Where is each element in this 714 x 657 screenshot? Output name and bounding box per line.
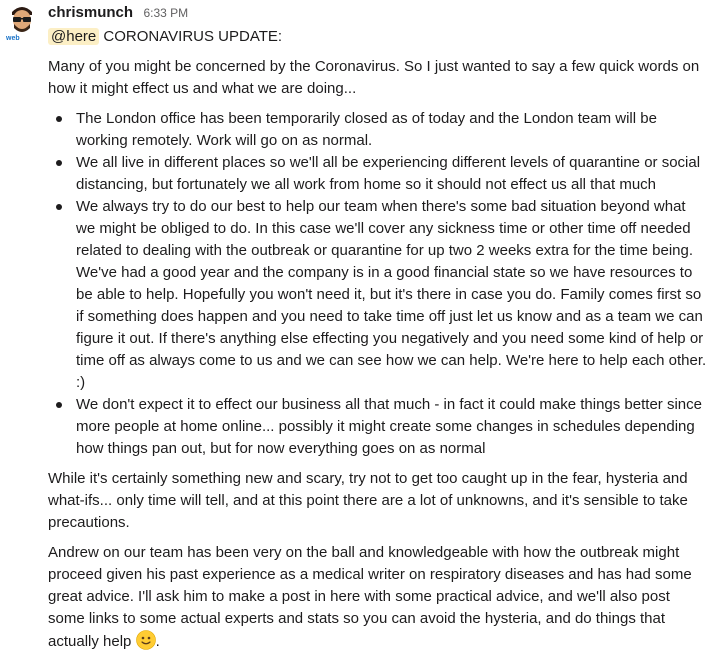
paragraph-3-end: .	[155, 633, 160, 650]
bullet-list	[48, 108, 708, 460]
here-mention[interactable]: @here	[48, 28, 99, 45]
avatar-face-icon	[4, 2, 40, 38]
list-item: The London office has been temporarily closed as of today and the London team will be working remotely. Work will go on as normal.	[76, 108, 708, 152]
paragraph-3	[48, 542, 708, 653]
intro-paragraph: Many of you might be concerned by the Coronavirus. So I just wanted to say a few quick words on how it might effect us and what we are doing...	[48, 58, 700, 97]
paragraph-2: While it's certainly something new and scary, try not to get too caught up in the fear, hysteria and what-ifs... only time will tell, and at this point there are a lot of unknowns, and it's sensible to take precautions.	[48, 470, 688, 531]
avatar-badge: web	[6, 35, 20, 42]
message-body	[48, 26, 708, 653]
list-item: We all live in different places so we'll all be experiencing different levels of quarantine or social distancing, but fortunately we all work from home so it should not effect us all that much	[76, 152, 708, 196]
avatar[interactable]	[4, 2, 40, 42]
slightly-smiling-face-icon	[136, 630, 156, 650]
paragraph-3-text: Andrew on our team has been very on the ball and knowledgeable with how the outbreak might proceed given his past experience as a medical writer on respiratory diseases and has had some great advice. I'll ask him to make a post in here with some practical advice, and we'll also post some links to some actual experts and stats so you can avoid the hysteria, and do things that actually help	[48, 544, 692, 650]
sender-name[interactable]: chrismunch	[48, 4, 134, 21]
message-header	[48, 4, 188, 24]
list-item: We don't expect it to effect our business all that much - in fact it could make things better since more people at home online... possibly it might create some changes in schedules depending how things pan out, but for now everything goes on as normal	[76, 394, 708, 460]
list-item: We always try to do our best to help our team when there's some bad situation beyond what we might be obliged to do. In this case we'll cover any sickness time or other time off needed related to dealing with the outbreak or quarantine for up two 2 weeks extra for the time being. We've had a good year and the company is in a good financial state so we have resources to be able to help. Hopefully you won't need it, but it's there in case you do. Family comes first so if something does happen and you need to take time off just let us know and as a team we can figure it out. If there's anything else effecting you negatively and you need some kind of help or time off as always come to us and we can see how we can help. We're here to help each other. :)	[76, 196, 708, 394]
timestamp[interactable]: 6:33 PM	[143, 6, 189, 20]
headline	[48, 26, 708, 48]
headline-text: CORONAVIRUS UPDATE:	[99, 28, 283, 45]
